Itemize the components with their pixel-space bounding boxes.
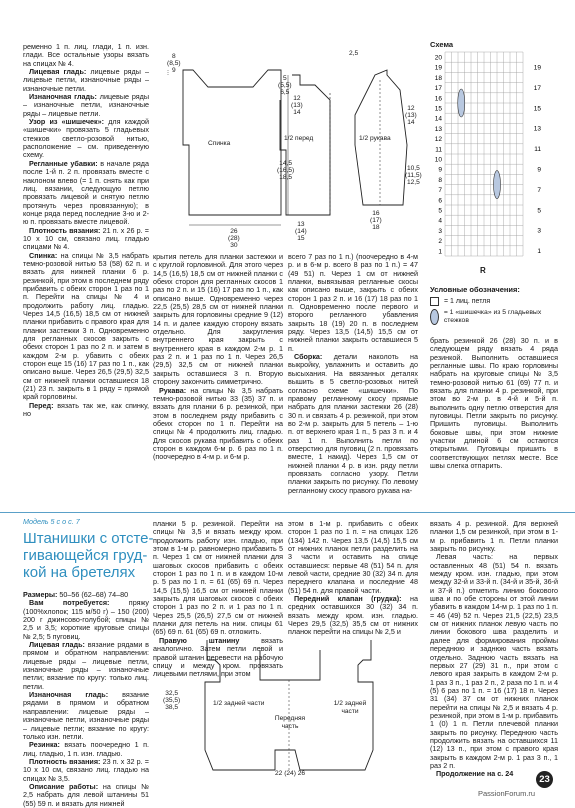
- top-mid-column: [153, 253, 283, 462]
- schema-row-number: 13: [533, 125, 541, 133]
- paragraph: Левая часть: на первых оставленных 48 (51) 54 п. вязать между кром. изн. гладью, при этом между 32-й и 33-й п. (34-й и 35-й, 36-й и 37-й п.) отметить линию бокового шва и по обе стороны от этой линии убавить в каждом 14-м р. 1 раз по 1 п. = 46 (49) 52 п. Через 21,5 (22,5) 23,5 см от нижних планок левую часть по линии бокового шва разделить и далее для формирования проймы переднюю и заднюю часть вязать отдельно. Заднюю часть вязать на первых 27 (29) 31 п., при этом с левого края закрыть в каждом 2-м р. 1 раз 3 п., 1 раз 2 п., 2 раза по 1 п. и 4 (5) 6 раз по 1 п. = 16 (17) 18 п. Через 31 (34) 37 см от нижних планок перейти на спицы № 2,5 и вязать 4 р. резинкой, при этом в 1-м р. прибавить 1 (0) 1 п. Петли плечевой планки закрыть по рисунку. Переднюю часть продолжить вязать на оставшихся 11 (12) 13 п., при этом с правого края закрыть в каждом 2-м р. 1 раз 3 п., 1 раз 2 п.: [430, 552, 558, 770]
- paragraph-lead: Плотность вязания:: [29, 225, 101, 235]
- sleeve-pattern-diagram: [345, 45, 425, 245]
- schema-row-number: 7: [438, 187, 442, 195]
- paragraph-lead: Резинка:: [29, 740, 60, 750]
- paragraph: крытия петель для планки застежки и с круглой горловиной. Для этого через 14,5 (16,5) 18,5 см от нижней планки с обеих сторон для регланных скосов 1 раз по 2 п. и 15 (16) 17 раз по 1 п., как описано выше. Одновременно через 22,5 (25,5) 28,5 см от нижней планки закрыть для горловины средние 9 (12) 14 п. и далее каждую сторону вязать отдельно. Для закругления внутреннего края закрыть с внутреннего края в каждом 2-м р. 1 раз 2 п. и 1 раз по 1 п. Через 26,5 (29,5) 32,5 см от нижней планки закрыть оставшиеся 3 п. Вторую сторону закончить симметрично.: [153, 252, 283, 387]
- schema-row-number: 20: [434, 54, 442, 62]
- paragraph: Лицевая гладь: вязание рядами в прямом и обратном направлении: лицевые ряды – лицевые петли, изнаночные ряды – изнаночные петли; вязание по кругу: только лиц. петли.: [23, 640, 149, 691]
- paragraph-lead: Вам потребуется:: [29, 598, 110, 608]
- schema-row-number: 4: [438, 217, 442, 225]
- paragraph: Спинка: на спицы № 3,5 набрать темно-розовой нитью 53 (58) 62 п. и вязать для нижней планки 6 р. резинкой, при этом в последнем ряду прибавить с обеих сторон 1 раз по 1 п. Перейти на спицы № 4 и продолжить работу лиц. гладью. Через 14,5 (16,5) 18,5 см от нижней планки прибавить с правого края для планки застежки 3 п. Одновременно для регланных скосов закрыть с обеих сторон 1 раз по 2 п. и затем в каждом 2-м р. убавить с обеих сторон еще 15 (16) 17 раз по 1 п., как описано выше. Через 26,5 (29,5) 32,5 см от нижней планки оставшиеся 18 (21) 23 п. закрыть в 1 ряду = прямой край горловины.: [23, 250, 149, 402]
- schema-row-number: 7: [537, 186, 541, 194]
- paragraph-lead: Лицевая гладь:: [29, 640, 85, 650]
- back-right2-dim: 14,5 (16,5) 18,5: [277, 160, 295, 181]
- schema-row-number: 5: [438, 207, 442, 215]
- paragraph: этом в 1-м р. прибавить с обеих сторон 1 раз по 1 п. = на спицах 126 (134) 142 п. Через 13,5 (14,5) 15,5 см от нижних планок петли разделить на 3 части и оставить на спице оставшиеся: первые 48 (51) 54 п. для левой части, средние 30 (32) 34 п. для переднего клапана и последние 48 (51) 54 п. для правой части.: [288, 519, 418, 595]
- top-left-column: [23, 43, 149, 418]
- front-pattern-diagram: [270, 45, 345, 245]
- schema-row-number: 19: [434, 64, 442, 72]
- paragraph: ременно 1 п. лиц. глади, 1 п. изн. глади. Все остальные узоры вязать на спицах № 4.: [23, 42, 149, 68]
- front-top-dim: 5 (5,5) 6,5: [278, 75, 292, 96]
- front-caption: 1/2 перед: [284, 135, 314, 142]
- paragraph-lead: Сборка:: [294, 352, 323, 362]
- schema-row-number: 12: [434, 136, 442, 144]
- paragraph: планки 5 р. резинкой. Перейти на спицы № 3,5 и вязать между кром. продолжить работу изн. гладью, при этом в 1-м р. равномерно прибавить 5 п. Через 1 см от нижней планки для шаговых скосов прибавить с обеих сторон 1 раз по 1 п. и в каждом 10-м р. 5 раз по 1 п. = 61 (65) 69 п. Через 14,5 (15,5) 16,5 см от нижней планки закрыть для шаговых скосов с обеих сторон 1 раз по 2 п. и 1 раз по 1 п. Через 25,5 (26,5) 27,5 см от нижней планки для петель на ниж. спицы 61 (65) 69 п. 61 (65) 69 п. отложить.: [153, 519, 283, 637]
- back-caption: Спинка: [208, 140, 231, 147]
- paragraph-lead: Перед:: [29, 400, 54, 410]
- schema-row-number: 8: [438, 176, 442, 184]
- legend-bobble: = 1 «шишечка» из 5 гладьевых стежков: [443, 309, 542, 324]
- schema-row-number: 18: [434, 74, 442, 82]
- paragraph: Узор из «шишечек»: для каждой «шишечки» провязать 5 гладьевых стежков светло-розовой нитью, расположение – см. приведенную схему.: [23, 117, 149, 160]
- paragraph: Сборка: детали наколоть на выкройку, увлажнить и оставить до высыхания. На ввязанных деталях вышить в 5 светло-розовых нитей согласно схеме «шишечки». По правому регланному скосу прямые набрать для планки застежки 26 (28) 30 п. и связать 4 р. резинкой, при этом во 2-м р. закрыть для 5 петель – 1-ю п. от верхнего края 1 п., 5 раз 3 п. и 4 раз 1 п. Выполнить петли по отверстию для пуговиц (2 п. провязать вместе, 1 накид). Через 1,5 см от нижней планки 4 р. в изн. ряду петли провязать согласно узору. Петли планки закрыть по рисунку. По левому регланному скосу правого рукава на-: [288, 352, 418, 495]
- back-top-dim: 8 (8,5) 9: [167, 53, 181, 74]
- schema-row-number: 9: [537, 166, 541, 174]
- schema-row-number: 15: [533, 105, 541, 113]
- paragraph-lead: Лицевая гладь:: [29, 67, 87, 77]
- paragraph: Правую штанину вязать аналогично. Затем петли левой и правой штанин перевести на рабочую спицу и между кром. провязать лицевыми петлями, при этом: [153, 635, 283, 679]
- schema-R-label: R: [480, 266, 486, 275]
- sleeve-bottom-dim: 16 (17) 18: [370, 210, 382, 231]
- paragraph: Изнаночная гладь: вязание рядами в прямом и обратном направлении: лицевые ряды – изнаночные петли, изнаночные ряды – лицевые петли; вязание по кругу: только изн. петли.: [23, 690, 149, 741]
- paragraph: Плотность вязания: 21 п. x 26 р. = 10 x 10 см, связано лиц. гладью спицами № 4.: [23, 225, 149, 252]
- schema-row-number: 19: [533, 64, 541, 72]
- paragraph-lead: Рукава:: [159, 385, 187, 395]
- back-right-dim: 12 (13) 14: [291, 95, 303, 116]
- schema-row-number: 14: [434, 115, 442, 123]
- section-divider: [0, 512, 575, 513]
- paragraph: Лицевая гладь: лицевые ряды – лицевые петли, изнаночные ряды – изнаночные петли.: [23, 67, 149, 93]
- paragraph: вязать 4 р. резинкой. Для верхней планки 1,5 см резинкой, при этом в 1-м р. прибавить 1 п. Петли планки закрыть по рисунку.: [430, 519, 558, 554]
- bobble-mark: [494, 171, 501, 199]
- schema-row-number: 16: [434, 95, 442, 103]
- top-right-column: [288, 253, 418, 495]
- schema-row-number: 2: [438, 238, 442, 246]
- sleeve-top-dim: 2,5: [349, 50, 359, 57]
- schema-row-number: 10: [434, 156, 442, 164]
- bottom-left-column: [23, 591, 149, 808]
- schema-row-number: 9: [438, 166, 442, 174]
- paragraph-lead: Правую штанину: [159, 635, 240, 645]
- paragraph-lead: Изнаночная гладь:: [29, 92, 97, 102]
- schema-row-number: 15: [434, 105, 442, 113]
- overalls-left-dim: 32,5 (35,5) 38,5: [163, 690, 181, 711]
- legend-knit: = 1 лиц. петля: [444, 298, 491, 305]
- paragraph-lead: Регланные убавки:: [29, 158, 98, 168]
- paragraph: брать резинкой 26 (28) 30 п. и в следующем ряду вязать 4 ряда резинкой. Выполнить оставшиеся регланные швы. По краю горловины набрать на круговые спицы № 3,5 темно-розовой нитью 61 (69) 77 п. и вязать для планки 4 р. резинкой, при этом во 2-м р. в 4-й и 5-й п. выполнить одну петлю отверстия для пуговицы. Петли закрыть по рисунку. Пришить пуговицы. Выполнить боковые швы, при этом нижние участки длиной 6 см остаются открытыми. Пуговицы пришить в соответствующих петлях месте. Все швы слегка отпарить.: [430, 336, 558, 471]
- paragraph: Перед: вязать так же, как спинку, но: [23, 400, 149, 419]
- legend-title: Условные обозначения:: [430, 285, 520, 294]
- paragraph: Регланные убавки: в начале ряда после 1-й п. 2 п. провязать вместе с наклоном влево (= 1 п. снять как при лиц. вязании, следующую петлю провязать лицевой и снятую петлю протянуть через провязанную); в конце ряда перед последние 3-ю и 2-ю п. провязать вместе лицевой.: [23, 158, 149, 227]
- schema-row-number: 5: [537, 207, 541, 215]
- page-number: 23: [536, 771, 553, 788]
- site-watermark: PassionForum.ru: [478, 789, 536, 798]
- schema-row-number: 1: [438, 248, 442, 256]
- schema-title: Схема: [430, 40, 454, 49]
- top-far-right-column: [430, 337, 558, 471]
- knit-stitch-icon: [430, 297, 439, 306]
- paragraph-lead: Спинка:: [29, 250, 58, 260]
- paragraph: Описание работы: на спицы № 2,5 набрать для левой штанины 51 (55) 59 п. и вязать для нижней: [23, 781, 149, 808]
- overalls-bottom-dim: 22 (24) 26: [275, 770, 306, 777]
- schema-row-number: 13: [434, 125, 442, 133]
- overalls-mid-caption: Передняя часть: [274, 715, 306, 730]
- schema-row-number: 11: [435, 146, 442, 154]
- paragraph: Рукава: на спицы № 3,5 набрать темно-розовой нитью 33 (35) 37 п. и вязать для планки 6 р. резинкой, при этом в последнем ряду прибавить с обеих сторон по 1 п. Перейти на спицы № 4 продолжить лиц. гладью. Для скосов рукава прибавить с обеих сторон в каждом 6-м р. 6 раз по 1 п. (поочередно в 4-м р. и 6-м р.: [153, 385, 283, 462]
- schema-row-number: 11: [534, 146, 541, 154]
- paragraph-lead: Описание работы:: [29, 781, 99, 791]
- paragraph: Передний клапан (грудка): на средних оставшихся 30 (32) 34 п. вязать между кром. изн. гладью. Через 29,5 (32,5) 35,5 см от нижних планок перейти на спицы № 2,5 и: [288, 594, 418, 637]
- sleeve-right-dim: 12 (13) 14: [405, 105, 417, 126]
- schema-row-number: 3: [537, 227, 541, 235]
- paragraph-lead: Изнаночная гладь:: [29, 690, 109, 700]
- back-bottom-dim: 26 (28) 30: [228, 228, 240, 249]
- schema-row-number: 3: [438, 227, 442, 235]
- paragraph-lead: Передний клапан (грудка):: [294, 594, 402, 604]
- paragraph: Резинка: вязать поочередно 1 п. лиц. гладью, 1 п. изн. гладью.: [23, 740, 149, 758]
- paragraph: всего 7 раз по 1 п.) (поочередно в 4-м р. и в 6-м р. всего 8 раз по 1 п.) = 47 (49 51) п. Через 1 см от нижней планки, вывязывая регланные скосы как описано выше, закрыть с обеих сторон 1 раз 2 п. и 16 (17) 18 раз по 1 п. Одновременно после первого и второго регланного убавления закрыть 18 (19) 20 п. в последнем ряду. Через 13,5 (14,5) 15,5 см от нижней планки закрыть оставшиеся 5 п.: [288, 252, 418, 353]
- paragraph-lead: Узор из «шишечек»:: [29, 117, 105, 127]
- sleeve-caption: 1/2 рукава: [359, 135, 391, 142]
- stitch-schema: [425, 40, 560, 290]
- paragraph-lead: Размеры:: [23, 590, 58, 599]
- paragraph-lead: Плотность вязания:: [29, 756, 101, 766]
- schema-row-number: 17: [533, 84, 541, 92]
- schema-row-number: 1: [537, 248, 541, 256]
- legend: [430, 285, 565, 325]
- bottom-far-right-column: [430, 520, 558, 779]
- overalls-pattern-diagram: [165, 620, 415, 785]
- front-bottom-dim: 13 (14) 15: [295, 221, 307, 242]
- sleeve-right2-dim: 10,5 (11,5) 12,5: [405, 165, 422, 186]
- paragraph-lead: Продолжение на с. 24: [436, 769, 514, 779]
- paragraph: Изнаночная гладь: лицевые ряды – изнаночные петли, изнаночные ряды – лицевые петли.: [23, 92, 150, 118]
- overalls-right-caption: 1/2 задней части: [333, 700, 367, 715]
- paragraph: Плотность вязания: 23 п. x 32 р. = 10 x 10 см, связано лиц. гладью на спицах № 3,5.: [23, 756, 149, 783]
- model-label: Модель 5 с о с. 7: [23, 517, 80, 526]
- bobble-icon: [430, 309, 439, 325]
- paragraph: Размеры: 50–56 (62–68) 74–80: [23, 590, 129, 599]
- overalls-left-caption: 1/2 задней части: [213, 700, 265, 707]
- paragraph: Вам потребуется: пряжу (100%хлопок; 115 м/50 г) – 150 (200) 200 г джинсово-голубой; спицы № 2,5 и 3,5; короткие круговые спицы № 2,5; 5 пуговиц.: [23, 598, 149, 641]
- bobble-mark: [458, 89, 465, 117]
- schema-row-number: 17: [434, 85, 442, 93]
- schema-row-number: 6: [438, 197, 442, 205]
- article-title: Штанишки с отсте- гивающейся груд- кой на бретелях: [23, 530, 154, 581]
